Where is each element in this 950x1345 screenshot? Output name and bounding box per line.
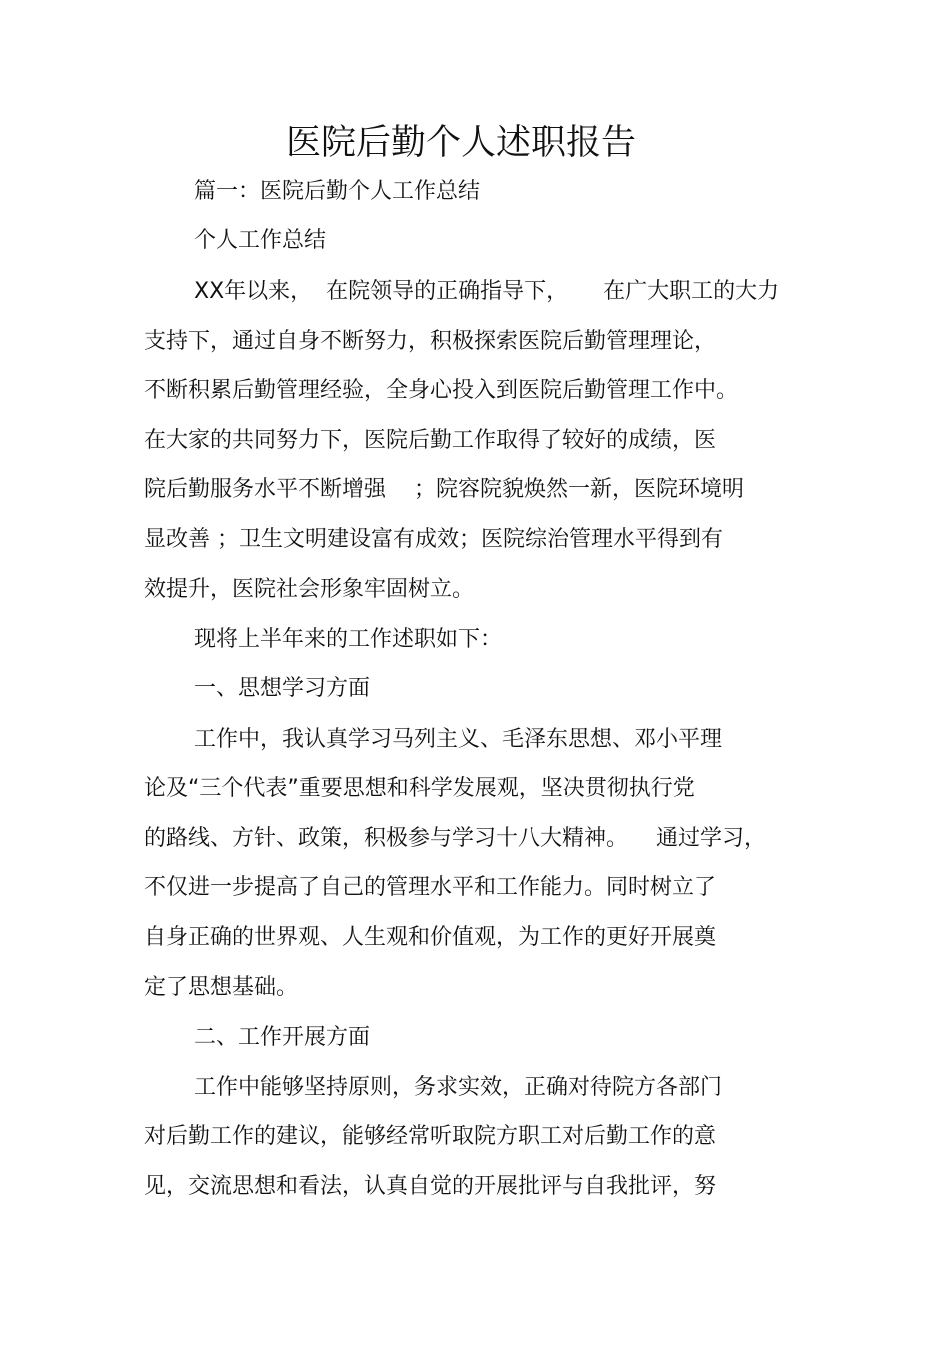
paragraph-line: 显改善 ；卫生文明建设富有成效；医院综治管理水平得到有	[144, 527, 723, 552]
paragraph-line: 对后勤工作的建议，能够经常听取院方职工对后勤工作的意	[144, 1124, 717, 1149]
paragraph-line: 见，交流思想和看法，认真自觉的开展批评与自我批评，努	[144, 1174, 717, 1199]
document-title: 医院后勤个人述职报告	[285, 123, 636, 163]
section-heading: 一、思想学习方面	[194, 676, 371, 701]
paragraph-line: 效提升，医院社会形象牢固树立。	[144, 577, 475, 602]
paragraph-line: 支持下，通过自身不断努力，积极探索医院后勤管理理论，	[144, 329, 717, 354]
paragraph-line: XX年以来， 在院领导的正确指导下， 在广大职工的大力	[194, 279, 780, 304]
paragraph-line: 院后勤服务水平不断增强 ；院容院貌焕然一新，医院环境明	[144, 477, 744, 502]
paragraph-line: 论及“三个代表”重要思想和科学发展观，坚决贯彻执行党	[144, 776, 695, 801]
paragraph-line: 定了思想基础。	[144, 975, 299, 1000]
paragraph-line: 在大家的共同努力下，医院后勤工作取得了较好的成绩，医	[144, 428, 717, 453]
section-heading: 二、工作开展方面	[194, 1025, 371, 1050]
paragraph-line: 工作中能够坚持原则，务求实效，正确对待院方各部门	[194, 1075, 723, 1100]
paragraph-line: 工作中，我认真学习马列主义、毛泽东思想、邓小平理	[194, 727, 723, 752]
paragraph-line: 自身正确的世界观、人生观和价值观，为工作的更好开展奠	[144, 925, 717, 950]
paragraph-line: 现将上半年来的工作述职如下：	[194, 627, 503, 652]
paragraph-line: 的路线、方针、政策，积极参与学习十八大精神。 通过学习，	[144, 826, 766, 851]
paragraph-line: 不仅进一步提高了自己的管理水平和工作能力。同时树立了	[144, 875, 717, 900]
section-heading: 篇一：医院后勤个人工作总结	[194, 179, 481, 204]
paragraph-line: 不断积累后勤管理经验，全身心投入到医院后勤管理工作中。	[144, 378, 739, 403]
subheading: 个人工作总结	[194, 228, 327, 253]
